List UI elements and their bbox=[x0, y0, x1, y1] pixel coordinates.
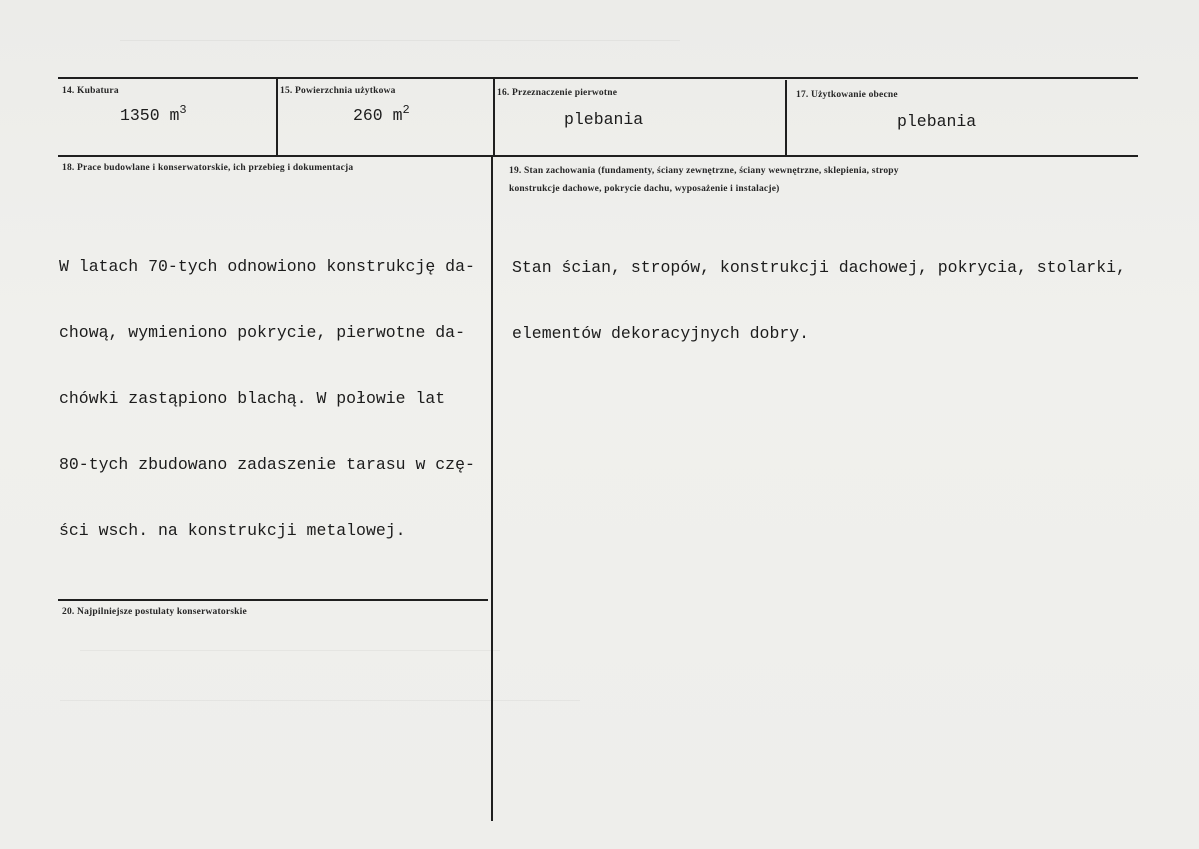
powierzchnia-exponent: 2 bbox=[402, 103, 410, 117]
top-row-bottom-rule bbox=[58, 155, 1138, 157]
prace-line-3: chówki zastąpiono blachą. W połowie lat bbox=[59, 389, 446, 408]
divider-15-16 bbox=[493, 77, 495, 155]
prace-line-2: chową, wymieniono pokrycie, pierwotne da- bbox=[59, 323, 465, 342]
prace-text bbox=[59, 212, 475, 586]
postulaty-label: 20. Najpilniejsze postulaty konserwatorskie bbox=[62, 607, 247, 617]
przeznaczenie-value: plebania bbox=[564, 110, 644, 129]
powierzchnia-value-text: 260 m bbox=[353, 106, 403, 125]
bleed-through-line bbox=[120, 40, 680, 41]
prace-line-1: W latach 70-tych odnowiono konstrukcję da- bbox=[59, 257, 475, 276]
prace-line-5: ści wsch. na konstrukcji metalowej. bbox=[59, 521, 406, 540]
stan-text bbox=[512, 213, 1126, 389]
section-20-rule bbox=[58, 599, 488, 601]
uzytkowanie-label: 17. Użytkowanie obecne bbox=[796, 90, 898, 100]
powierzchnia-label: 15. Powierzchnia użytkowa bbox=[280, 86, 396, 96]
divider-16-17 bbox=[785, 80, 787, 155]
przeznaczenie-label: 16. Przeznaczenie pierwotne bbox=[497, 88, 618, 98]
prace-label: 18. Prace budowlane i konserwatorskie, ich przebieg i dokumentacja bbox=[62, 163, 354, 173]
kubatura-label: 14. Kubatura bbox=[62, 86, 119, 96]
bleed-through-line bbox=[60, 700, 580, 701]
kubatura-value bbox=[120, 103, 187, 125]
bleed-through-line bbox=[80, 650, 500, 651]
stan-label-line-1: 19. Stan zachowania (fundamenty, ściany zewnętrzne, ściany wewnętrzne, sklepienia, stropy bbox=[509, 166, 899, 176]
stan-label-line-2: konstrukcje dachowe, pokrycie dachu, wyposażenie i instalacje) bbox=[509, 184, 780, 194]
kubatura-value-text: 1350 m bbox=[120, 106, 180, 125]
divider-14-15 bbox=[276, 77, 278, 155]
top-row-top-rule bbox=[58, 77, 1138, 79]
prace-line-4: 80-tych zbudowano zadaszenie tarasu w czę- bbox=[59, 455, 475, 474]
main-column-divider bbox=[491, 155, 493, 821]
stan-line-2: elementów dekoracyjnych dobry. bbox=[512, 324, 810, 343]
powierzchnia-value bbox=[353, 103, 410, 125]
kubatura-exponent: 3 bbox=[179, 103, 187, 117]
stan-line-1: Stan ścian, stropów, konstrukcji dachowej, pokrycia, stolarki, bbox=[512, 258, 1126, 277]
uzytkowanie-value: plebania bbox=[897, 112, 977, 131]
